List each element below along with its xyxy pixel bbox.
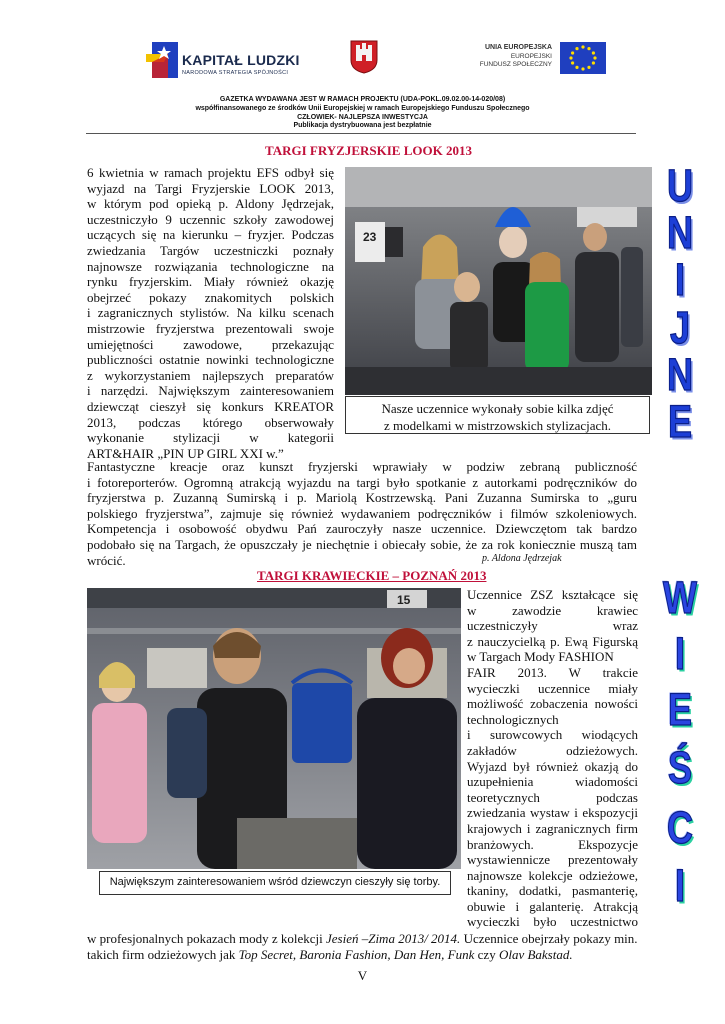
article1-full-line: wrócić.: [87, 552, 126, 568]
article1-line: z wykorzystaniem najlepszych preparatów: [87, 367, 334, 383]
article1-signature: p. Aldona Jędrzejak: [482, 553, 562, 564]
eu-line2: EUROPEJSKI: [510, 53, 552, 60]
article2-title: TARGI KRAWIECKIE – POZNAŃ 2013: [257, 568, 487, 583]
article2-full-line2-a: takich firm odzieżowych jak: [87, 946, 239, 962]
article2-line: zwiedzania wystaw i ekspozycji: [467, 805, 638, 821]
wordart-letter: E: [667, 395, 692, 447]
article1-full-line: fryzjerstwa p. Zuzanną Sumirską i p. Mariolą Kostrzewską. Pani Zuzanna Sumirska to „guru: [87, 490, 637, 506]
article1-full-line: Kompetencja i osobowość obydwu Pań zauroczyły nasze uczennice. Dziewczętom tak bardzo: [87, 521, 637, 537]
article2-full-line1-c: Uczennice obejrzały pokazy min.: [460, 931, 638, 946]
article1-line: mistrzowie fryzjerstwa prezentowali swoje: [87, 320, 334, 336]
article2-line: z nauczycielką p. Ewą Figurską: [467, 633, 638, 649]
article2-line: możliwość zobaczenia nowości: [467, 696, 638, 712]
article2-line: Uczennice ZSZ kształcące się: [467, 587, 638, 602]
wordart-letter: N: [667, 348, 693, 400]
article1-caption-line1: Nasze uczennice wykonały sobie kilka zdjęć: [381, 401, 614, 416]
article1-line: uczestniczyło 9 uczennic szkoły zawodowej: [87, 211, 334, 227]
wordart-letter: I: [674, 627, 685, 679]
article2-line: tkaniny, dodatki, pasmanterię,: [467, 883, 638, 899]
page-number: V: [357, 968, 368, 983]
crest-icon: [350, 40, 378, 74]
article1-line: uczących się na kierunku – fryzjer. Podczas: [87, 227, 334, 243]
article1-line: rynku fryzjerskim. Miały również okazję: [87, 274, 334, 290]
article2-line: Wyjazd był również okazją do: [467, 758, 638, 774]
article2-full-line1-a: w profesjonalnych pokazach mody z kolekcji: [87, 931, 326, 946]
eu-line1: UNIA EUROPEJSKA: [484, 44, 552, 51]
article2-line: wycieczki uczennice miały: [467, 680, 638, 696]
article2-full-line1: [87, 931, 647, 947]
kapital-ludzki-title: KAPITAŁ LUDZKI: [182, 52, 300, 68]
eu-line3: FUNDUSZ SPOŁECZNY: [479, 61, 552, 68]
article2-full-text: [87, 931, 647, 962]
kapital-ludzki-logo: [144, 40, 300, 84]
photo1-stand-sign: 23: [363, 230, 377, 244]
article1-line: obejrzeć pokazy znakomitych polskich: [87, 289, 334, 305]
wordart-letter: W: [663, 571, 697, 623]
article1-line: i zagranicznych stylistów. Na kilku scenach: [87, 305, 334, 321]
article1-photo: [345, 167, 652, 395]
header-divider: [86, 133, 636, 134]
article1-full-line: Fantastyczne kreacje oraz kunszt fryzjerski wprawiały w podziw zebraną publiczność: [87, 459, 637, 474]
eu-logo: [456, 42, 606, 74]
wordart-letter: N: [667, 206, 693, 258]
header-cofinanced-line: współfinansowanego ze środków Unii Europejskiej w ramach Europejskiego Funduszu Społecznego: [195, 105, 530, 112]
article2-line: w zawodzie krawiec: [467, 602, 638, 618]
article1-line: zwiedzania Targów uczestniczki poznały: [87, 242, 334, 258]
wordart-letter: Ś: [667, 741, 692, 793]
article2-photo-caption: Największym zainteresowaniem wśród dziewczyn cieszyły się torby.: [99, 871, 451, 895]
header-motto-line: CZŁOWIEK- NAJLEPSZA INWESTYCJA: [297, 114, 428, 121]
wordart-letter: I: [674, 253, 685, 305]
wordart-letter: I: [674, 859, 685, 911]
article2-line: teoretycznych podczas: [467, 789, 638, 805]
article2-line: najnowsze kolekcje odzieżowe,: [467, 867, 638, 883]
article1-line: 6 kwietnia w ramach projektu EFS odbył się: [87, 165, 334, 180]
article1-line: publiczności ostatnie nowinki technologiczne: [87, 352, 334, 368]
article2-line: krajowych i zagranicznych firm: [467, 820, 638, 836]
article1-title: TARGI FRYZJERSKIE LOOK 2013: [265, 143, 472, 158]
article1-column-text: [87, 165, 334, 461]
article1-full-text: [87, 459, 637, 568]
article1-full-line: i fotoreporterów. Ogromną atrakcją wyjazdu na targi było spotkanie z autorkami podręczników do: [87, 474, 637, 490]
photo2-stand-sign: 15: [397, 593, 411, 607]
article2-line: zakładów odzieżowych.: [467, 742, 638, 758]
article2-collection-name: Jesień –Zima 2013/ 2014.: [325, 931, 461, 946]
wordart-letter: J: [669, 301, 691, 353]
article2-line: uzupełnienia wiadomości: [467, 774, 638, 790]
article1-line: wyjazd na Targi Fryzjerskie LOOK 2013,: [87, 180, 334, 196]
article2-line: obuwie i galanterię. Atrakcją: [467, 898, 638, 914]
kapital-ludzki-subtitle: NARODOWA STRATEGIA SPÓJNOŚCI: [182, 70, 289, 76]
article2-full-line2-c: czy: [474, 946, 499, 962]
fashion-fair-photo-image: [87, 588, 461, 869]
header-project-line: GAZETKA WYDAWANA JEST W RAMACH PROJEKTU (UDA-POKL.09.02.00-14-020/08): [219, 96, 506, 103]
header-free-line: Publikacja dystrybuowana jest bezpłatnie: [293, 122, 432, 129]
hair-fair-photo-image: [345, 167, 652, 395]
wordart-letter: C: [667, 801, 693, 853]
article2-full-line2: [87, 947, 647, 963]
article1-line: w którym pod opieką p. Aldony Jędrzejak,: [87, 196, 334, 212]
article1-line: 2013, podczas którego obserwowały: [87, 414, 334, 430]
kapital-ludzki-star-icon: [144, 40, 180, 80]
article2-line: branżowych. Ekspozycje: [467, 836, 638, 852]
article2-photo: [87, 588, 461, 869]
wordart-letter: U: [667, 159, 693, 211]
article1-line: umiejętności zawodowe, przekazując: [87, 336, 334, 352]
article1-line: najnowsze rozwiązania technologiczne na: [87, 258, 334, 274]
article2-line: wycieczki było uczestnictwo: [467, 914, 638, 930]
article2-column-text: [467, 587, 638, 930]
article1-line: i narzędzi. Największym zainteresowaniem: [87, 383, 334, 399]
article2-brand-last: Olav Bakstad.: [498, 946, 573, 962]
article2-line: technologicznych: [467, 711, 559, 727]
wordart-letter: E: [667, 683, 692, 735]
article2-brand-list: Top Secret, Baronia Fashion, Dan Hen, Funk: [238, 946, 475, 962]
article1-photo-caption: [345, 396, 650, 434]
article2-line: uczestniczyły wraz: [467, 618, 638, 634]
article1-line: ART&HAIR „PIN UP GIRL XXI w.”: [87, 445, 284, 461]
city-crest-logo: [350, 40, 378, 74]
article1-line: wykonanie stylizacji w kategorii: [87, 430, 334, 446]
article2-line: wystawiennicze prezentowały: [467, 852, 638, 868]
article1-line: dziewcząt cieszył się konkurs KREATOR: [87, 398, 334, 414]
article2-line: i surowcowych wiodących: [467, 727, 638, 743]
eu-flag-icon: [560, 42, 606, 74]
article1-caption-line2: z modelkami w mistrzowskich stylizacjach.: [383, 418, 612, 433]
article2-line: FAIR 2013. W trakcie: [467, 664, 638, 680]
article1-full-line: podobało się na Targach, że opuszczały je niechętnie i obiecały sobie, że za rok koniecznie muszą tam: [87, 536, 637, 552]
article2-line: w Targach Mody FASHION: [467, 649, 614, 665]
article1-full-line: polskiego fryzjerstwa”, zajmuje się również wydawaniem podręczników i filmów szkoleniowych.: [87, 505, 637, 521]
